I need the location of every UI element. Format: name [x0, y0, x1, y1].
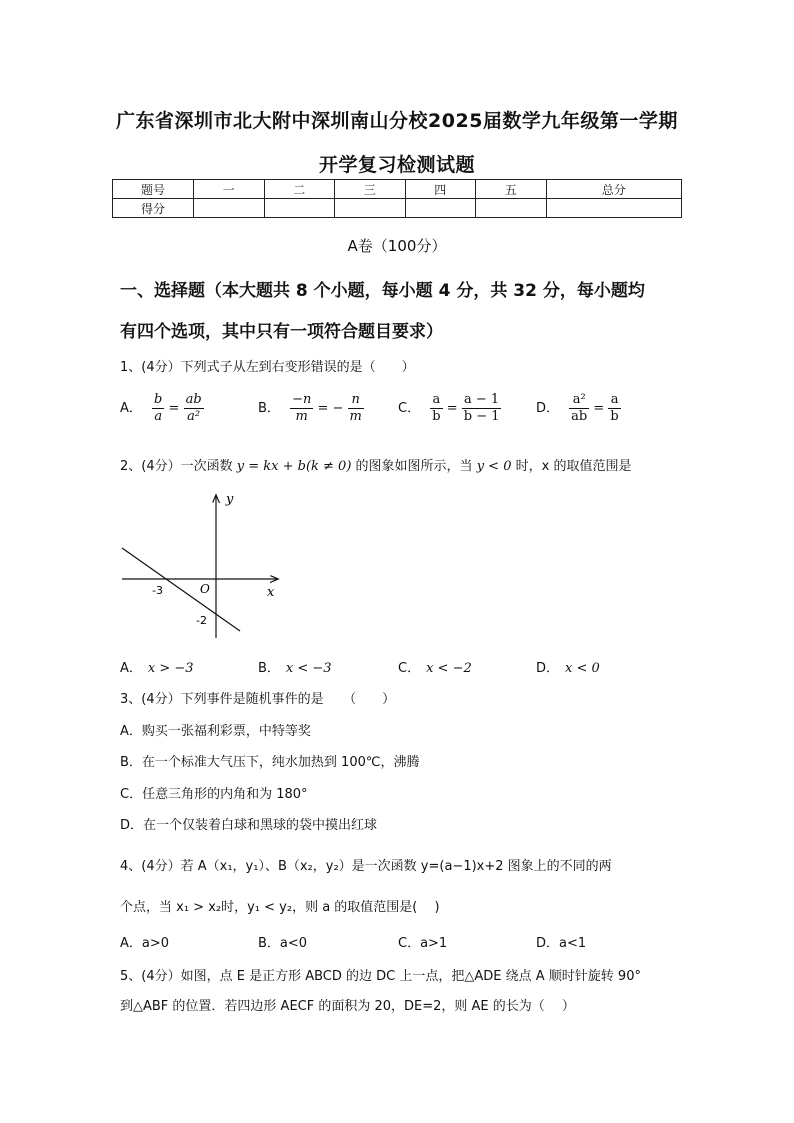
table-cell: 总分 [546, 180, 682, 199]
option-label: D． [536, 401, 560, 416]
question-3-option-a: A．购买一张福利彩票，中特等奖 [120, 724, 311, 739]
x-axis-label: x [267, 585, 275, 600]
y-intercept-label: -2 [196, 614, 207, 627]
question-1-option-a: A． $\frac{b}{a}$ = $\frac{ab}{\text{a²}}$ [120, 392, 202, 424]
table-cell [405, 199, 476, 218]
question-4-option-d: D．a<1 [536, 936, 587, 951]
fraction: $\frac{\text{a²}}{ab}$ [571, 392, 588, 424]
question-5-stem-line1: 5、(4分）如图，点 E 是正方形 ABCD 的边 DC 上一点，把△ADE 绕点 A 顺时针旋转 90° [120, 969, 641, 984]
question-4-option-b: B．a<0 [258, 936, 308, 951]
x-intercept-label: -3 [152, 584, 163, 597]
question-3-option-c: C．任意三角形的内角和为 180° [120, 787, 308, 802]
linear-function-graph [112, 486, 292, 646]
fraction: $\frac{b}{a}$ [154, 392, 163, 424]
question-2-option-b: B． x < −3 [258, 661, 332, 676]
question-3-stem: 3、(4分）下列事件是随机事件的是 （ ） [120, 692, 396, 707]
question-2-option-c: C． x < −2 [398, 661, 472, 676]
question-4-stem-line2: 个点，当 x₁ > x₂时，y₁ < y₂，则 a 的取值范围是( ) [120, 900, 440, 915]
question-2-option-a: A． x > −3 [120, 661, 194, 676]
option-label: C． [398, 401, 421, 416]
table-cell: 五 [476, 180, 547, 199]
fraction: $\frac{a - 1}{b - 1}$ [463, 392, 500, 424]
question-5-stem-line2: 到△ABF 的位置．若四边形 AECF 的面积为 20，DE=2，则 AE 的长为（ ） [120, 999, 575, 1014]
question-1-stem: 1、(4分）下列式子从左到右变形错误的是（ ） [120, 360, 415, 375]
origin-label: O [200, 582, 210, 596]
score-table-score-row [113, 199, 682, 218]
fraction: $\frac{ab}{\text{a²}}$ [185, 392, 202, 424]
function-line [122, 548, 240, 631]
option-label: B． [258, 401, 280, 416]
question-4-option-a: A．a>0 [120, 936, 170, 951]
table-cell: 题号 [113, 180, 194, 199]
question-4-option-c: C．a>1 [398, 936, 448, 951]
condition-formula: y < 0 [476, 459, 512, 474]
fraction: $\frac{n}{m}$ [349, 392, 362, 424]
question-1-option-b: B． $\frac{-n}{m}$ = − $\frac{n}{m}$ [258, 392, 362, 424]
question-1-option-c: C． $\frac{a}{b}$ = $\frac{a - 1}{b - 1}$ [398, 392, 500, 424]
question-3-option-b: B．在一个标准大气压下，纯水加热到 100℃，沸腾 [120, 755, 420, 770]
question-2-stem: 2、(4分）一次函数 y = kx + b(k ≠ 0) 的图象如图所示，当 y < 0 时，x 的取值范围是 [120, 459, 632, 474]
fraction: $\frac{a}{b}$ [610, 392, 619, 424]
section1-heading-line2: 有四个选项，其中只有一项符合题目要求） [120, 322, 443, 342]
table-cell [264, 199, 335, 218]
table-cell: 二 [264, 180, 335, 199]
part-a-heading: A卷（100分） [347, 237, 447, 255]
table-cell [194, 199, 265, 218]
question-4-stem-line1: 4、(4分）若 A（x₁，y₁）、B（x₂，y₂）是一次函数 y=(a−1)x+2 图象上的不同的两 [120, 859, 612, 874]
question-1-option-d: D． $\frac{\text{a²}}{ab}$ = $\frac{a}{b}$ [536, 392, 619, 424]
table-cell [335, 199, 406, 218]
option-label: A． [120, 401, 142, 416]
table-cell: 一 [194, 180, 265, 199]
y-axis-label: y [226, 492, 234, 507]
question-3-option-d: D．在一个仅装着白球和黑球的袋中摸出红球 [120, 818, 378, 833]
score-table [112, 179, 682, 218]
fraction: $\frac{a}{b}$ [432, 392, 441, 424]
exam-title-line2: 开学复习检测试题 [318, 154, 475, 176]
table-cell: 得分 [113, 199, 194, 218]
exam-title-line1: 广东省深圳市北大附中深圳南山分校2025届数学九年级第一学期 [116, 110, 678, 132]
question-2-option-d: D． x < 0 [536, 661, 600, 676]
section1-heading-line1: 一、选择题（本大题共 8 个小题，每小题 4 分，共 32 分，每小题均 [120, 281, 645, 301]
table-cell [476, 199, 547, 218]
table-cell: 四 [405, 180, 476, 199]
function-formula: y = kx + b(k ≠ 0) [236, 459, 352, 474]
table-cell [546, 199, 682, 218]
score-table-header-row [113, 180, 682, 199]
table-cell: 三 [335, 180, 406, 199]
fraction: $\frac{-n}{m}$ [292, 392, 312, 424]
